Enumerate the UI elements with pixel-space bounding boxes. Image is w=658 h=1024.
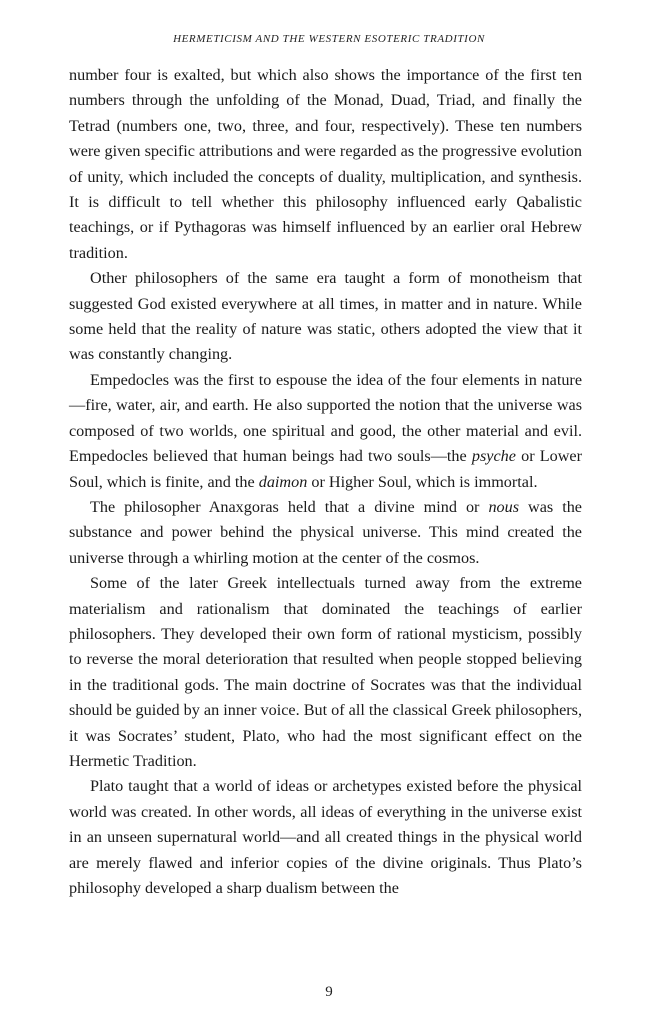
paragraph-text: or Lower Soul, which is finite, and the	[69, 447, 583, 491]
paragraph	[69, 495, 582, 571]
paragraph	[69, 63, 582, 266]
paragraph-text: The philosopher Anaxgoras held that a divine mind or	[90, 497, 489, 516]
paragraph-text: was the substance and power behind the physical universe. This mind created the universe through a whirling motion at the center of the cosmos.	[69, 497, 582, 567]
paragraph-text: Empedocles was the first to espouse the idea of the four elements in nature—fire, water, air, and earth. He also supported the notion that the universe was composed of two worlds, one spiritual and good, the other material and evil. Empedocles believed that human beings had two souls—the	[69, 370, 582, 466]
paragraph-text: Plato taught that a world of ideas or archetypes existed before the physical world was created. In other words, all ideas of everything in the universe exist in an unseen supernatural world—and all created things in the physical world are merely flawed and inferior copies of the divine originals. Thus Plato’s philosophy developed a sharp dualism between the	[69, 777, 582, 897]
paragraph-text: Some of the later Greek intellectuals turned away from the extreme materialism and rationalism that dominated the teachings of earlier philosophers. They developed their own form of rational mysticism, possibly to reverse the moral deterioration that resulted when people stopped believing in the traditional gods. The main doctrine of Socrates was that the individual should be guided by an inner voice. But of all the classical Greek philosophers, it was Socrates’ student, Plato, who had the most significant effect on the Hermetic Tradition.	[69, 574, 582, 770]
page-number: 9	[325, 984, 333, 1000]
italic-term: daimon	[258, 472, 308, 491]
body-text	[69, 63, 582, 901]
paragraph	[69, 368, 582, 495]
paragraph-text: or Higher Soul, which is immortal.	[307, 472, 538, 491]
paragraph	[69, 266, 582, 368]
running-head: HERMETICISM AND THE WESTERN ESOTERIC TRADITION	[173, 33, 485, 45]
italic-term: nous	[488, 497, 520, 516]
paragraph-text: number four is exalted, but which also shows the importance of the first ten numbers through the unfolding of the Monad, Duad, Triad, and finally the Tetrad (numbers one, two, three, and four, respectively). These ten numbers were given specific attributions and were regarded as the progressive evolution of unity, which included the concepts of duality, multiplication, and synthesis. It is difficult to tell whether this philosophy influenced early Qabalistic teachings, or if Pythagoras was himself influenced by an earlier oral Hebrew tradition.	[69, 66, 582, 262]
paragraph-text: Other philosophers of the same era taught a form of monotheism that suggested God existed everywhere at all times, in matter and in nature. While some held that the reality of nature was static, others adopted the view that it was constantly changing.	[69, 269, 582, 364]
paragraph	[69, 774, 582, 901]
italic-term: psyche	[471, 447, 516, 466]
paragraph	[69, 571, 582, 774]
